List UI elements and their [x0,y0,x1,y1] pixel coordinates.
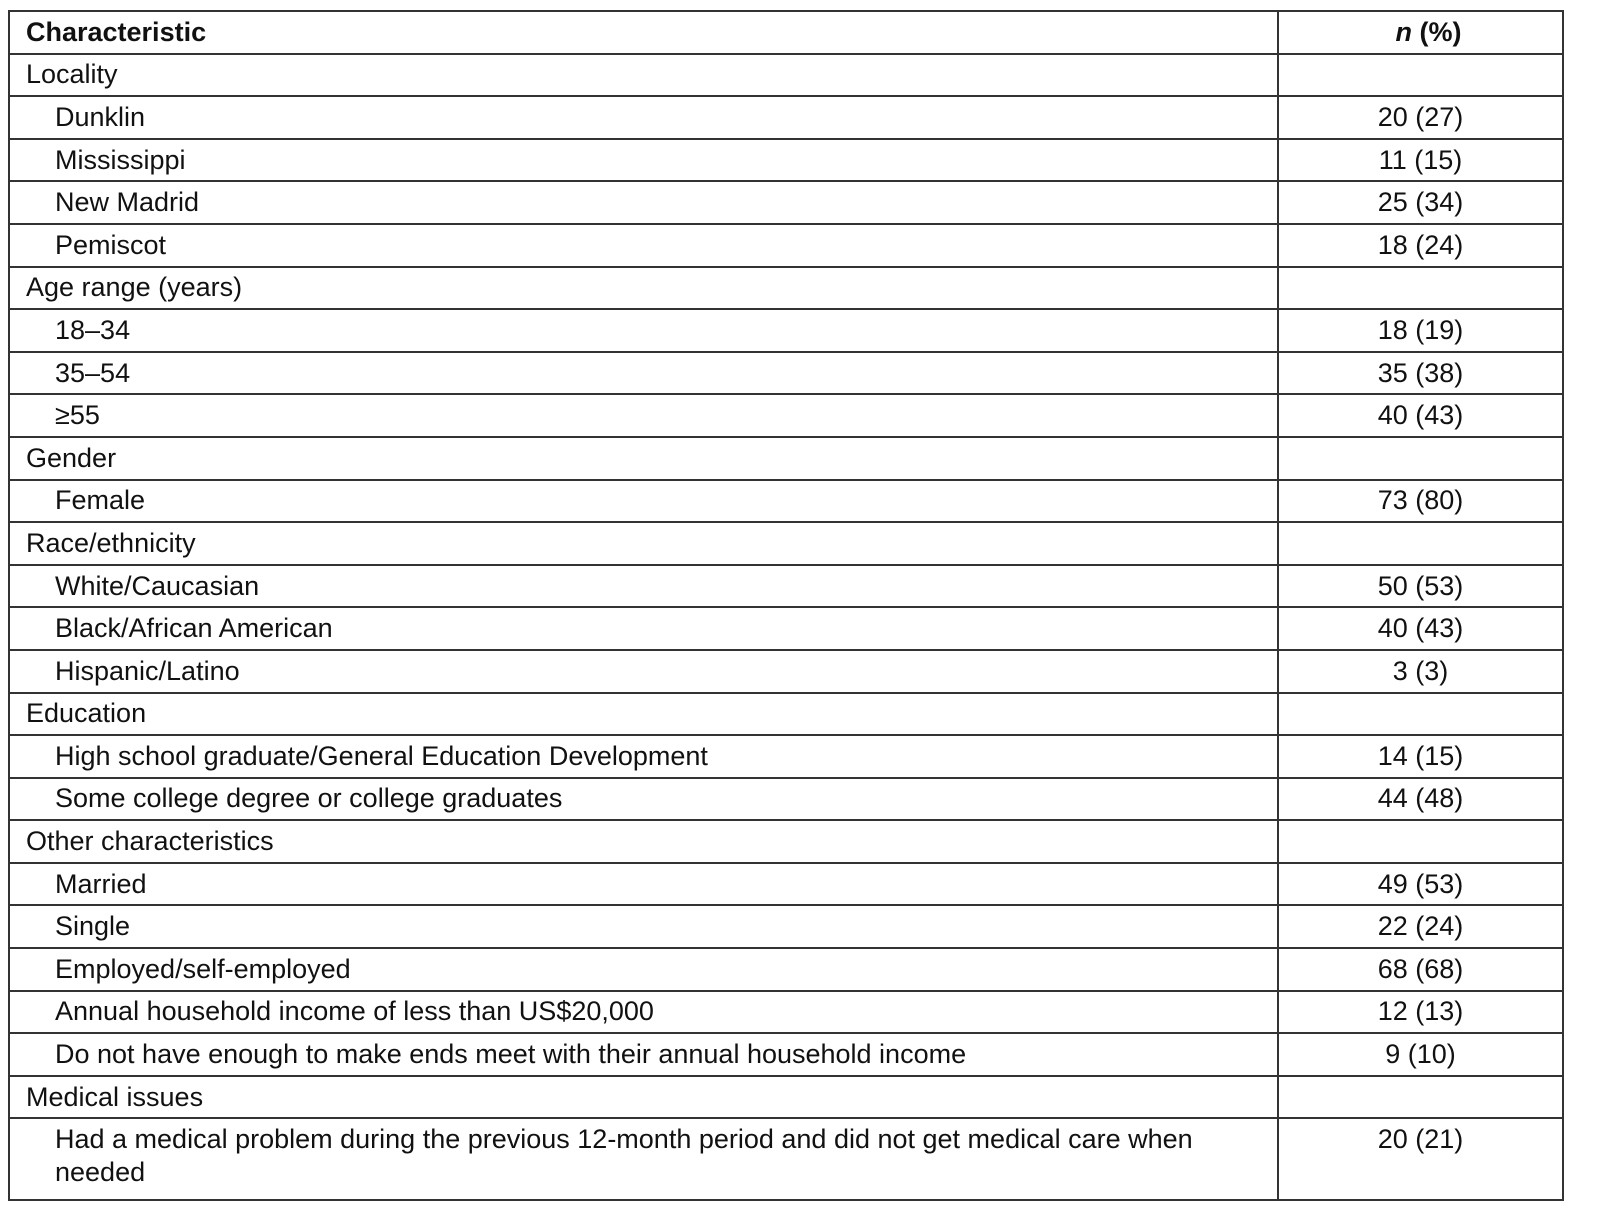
row-value: 14 (15) [1278,735,1563,778]
table-row [9,735,1563,778]
row-label: 18–34 [9,309,1278,352]
header-n-percent [1278,11,1563,54]
table-row [9,948,1563,991]
row-value: 25 (34) [1278,181,1563,224]
row-label: Had a medical problem during the previous 12-month period and did not get medical care when needed [9,1118,1278,1200]
row-value: 12 (13) [1278,991,1563,1034]
table-row [9,1118,1563,1200]
row-value: 35 (38) [1278,352,1563,395]
row-label: Hispanic/Latino [9,650,1278,693]
section-row [9,820,1563,863]
table-body [9,54,1563,1201]
table-row [9,224,1563,267]
row-value: 11 (15) [1278,139,1563,182]
row-label: New Madrid [9,181,1278,224]
row-label: Some college degree or college graduates [9,778,1278,821]
header-percent: (%) [1412,16,1462,47]
section-label: Other characteristics [9,820,1278,863]
row-value [1278,820,1563,863]
row-label: Black/African American [9,607,1278,650]
row-label: Dunklin [9,96,1278,139]
section-label: Locality [9,54,1278,97]
table-row [9,139,1563,182]
table-row [9,650,1563,693]
table-row [9,905,1563,948]
table-row [9,394,1563,437]
section-label: Gender [9,437,1278,480]
table-row [9,778,1563,821]
characteristics-table [8,10,1564,1201]
row-value: 73 (80) [1278,480,1563,523]
section-row [9,522,1563,565]
row-label: Do not have enough to make ends meet with their annual household income [9,1033,1278,1076]
section-label: Education [9,693,1278,736]
row-value: 49 (53) [1278,863,1563,906]
section-label: Age range (years) [9,267,1278,310]
table-row [9,1033,1563,1076]
table-row [9,991,1563,1034]
row-label: White/Caucasian [9,565,1278,608]
table-row [9,96,1563,139]
table-row [9,565,1563,608]
table-row [9,480,1563,523]
header-characteristic: Characteristic [9,11,1278,54]
section-row [9,54,1563,97]
row-value [1278,1076,1563,1119]
row-value: 20 (21) [1278,1118,1563,1200]
row-label: Pemiscot [9,224,1278,267]
row-label: Mississippi [9,139,1278,182]
header-row [9,11,1563,54]
table-row [9,863,1563,906]
row-label: Single [9,905,1278,948]
row-value [1278,437,1563,480]
section-row [9,267,1563,310]
table-row [9,309,1563,352]
row-label: Annual household income of less than US$20,000 [9,991,1278,1034]
row-value: 22 (24) [1278,905,1563,948]
row-label: Female [9,480,1278,523]
row-label: High school graduate/General Education Development [9,735,1278,778]
row-label: 35–54 [9,352,1278,395]
row-value [1278,693,1563,736]
table-row [9,607,1563,650]
table-row [9,352,1563,395]
row-label: Employed/self-employed [9,948,1278,991]
table-row [9,181,1563,224]
section-row [9,1076,1563,1119]
section-row [9,693,1563,736]
row-value: 44 (48) [1278,778,1563,821]
row-value [1278,522,1563,565]
row-value [1278,54,1563,97]
section-label: Race/ethnicity [9,522,1278,565]
row-value: 20 (27) [1278,96,1563,139]
row-value: 18 (24) [1278,224,1563,267]
row-value: 9 (10) [1278,1033,1563,1076]
row-value: 40 (43) [1278,607,1563,650]
row-value: 68 (68) [1278,948,1563,991]
row-value: 18 (19) [1278,309,1563,352]
row-value [1278,267,1563,310]
row-value: 3 (3) [1278,650,1563,693]
row-label: ≥55 [9,394,1278,437]
row-value: 40 (43) [1278,394,1563,437]
section-label: Medical issues [9,1076,1278,1119]
row-label: Married [9,863,1278,906]
header-n: n [1395,16,1412,47]
section-row [9,437,1563,480]
row-value: 50 (53) [1278,565,1563,608]
